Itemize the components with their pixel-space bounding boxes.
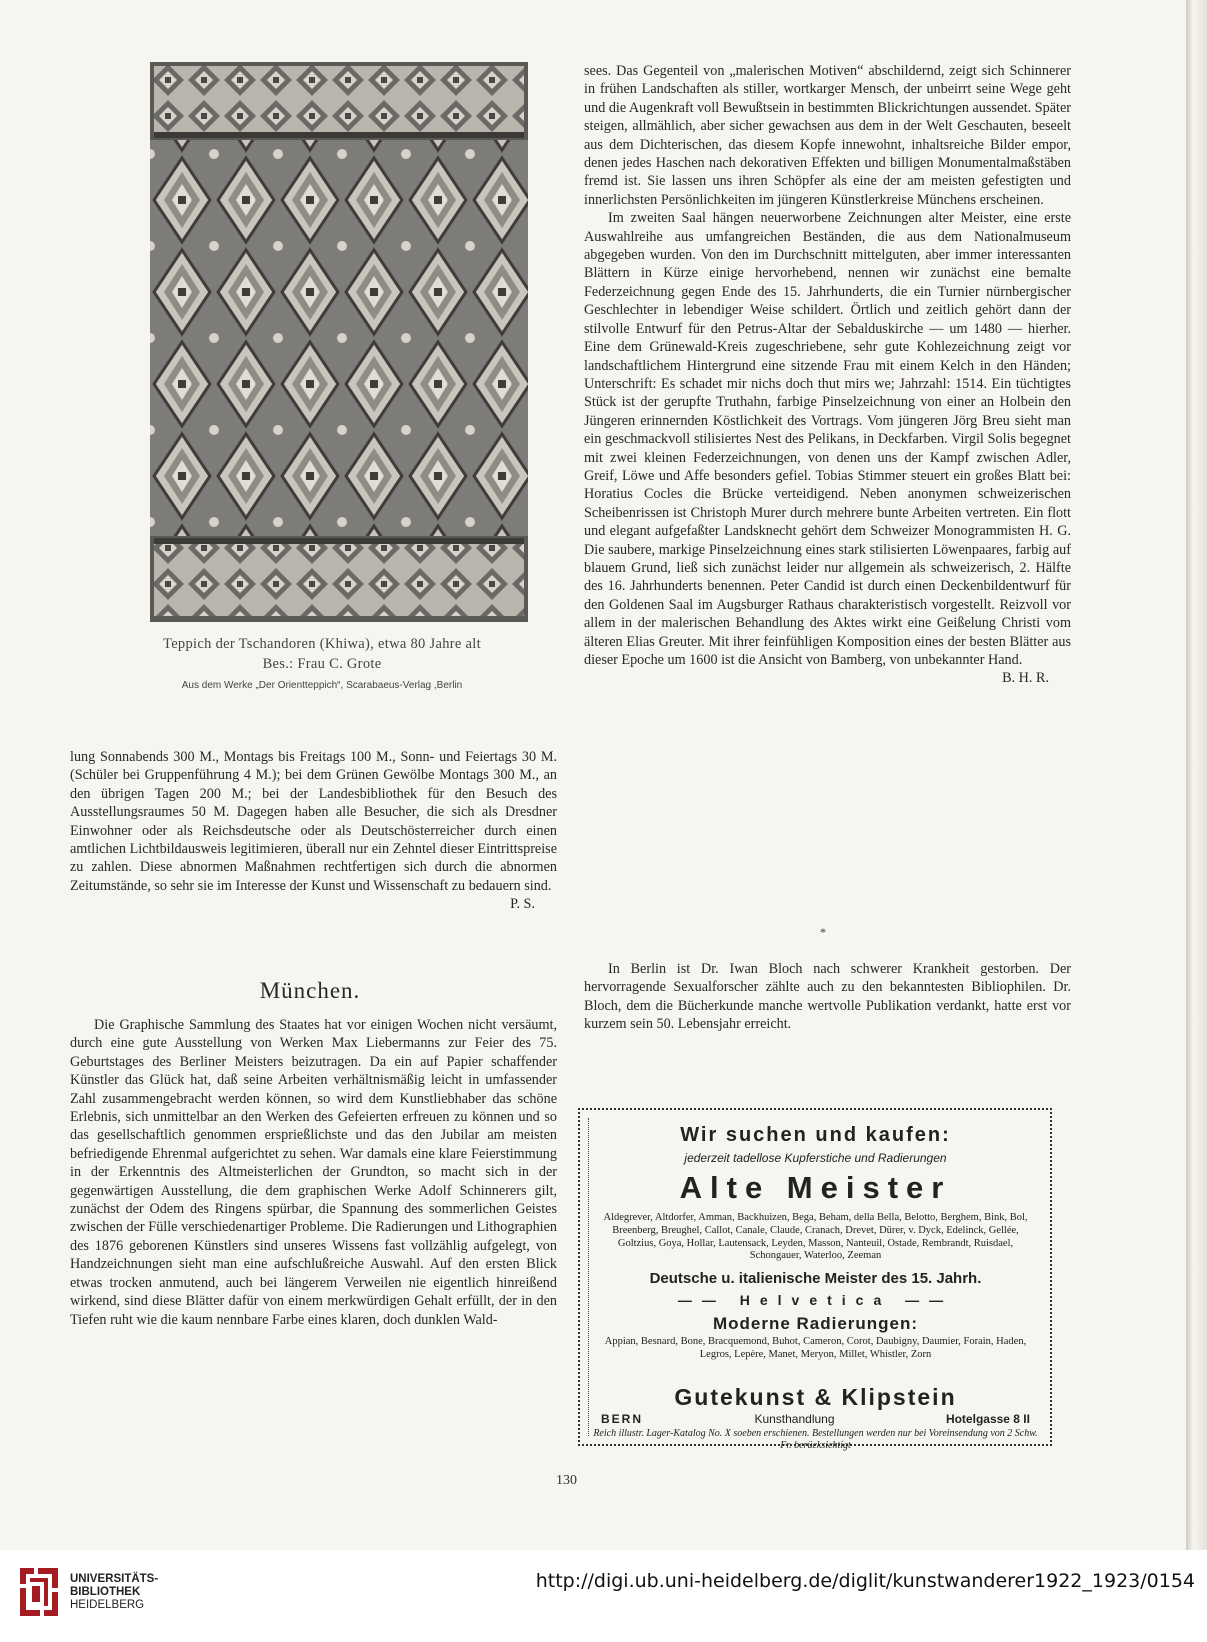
page-edge-shadow [1186, 0, 1207, 1550]
ad-city: BERN [601, 1412, 644, 1426]
viewer-footer [0, 1550, 1207, 1642]
caption-owner: Bes.: Frau C. Grote [262, 656, 382, 672]
paragraph-graphische-sammlung: Die Graphische Sammlung des Staates hat vor einigen Wochen nicht versäumt, durch eine gute Ausstellung von Werken Max Liebermanns zur Feier des 75. Geburtstages des Berliner Meisters beizutragen. Da ein auf Papier schaffender Künstler das Glück hat, daß seine Arbeiten verhältnismäßig leicht in umfassender Zahl zusammengebracht werden können, so wird dem Kunstliebhaber das schöne Erlebnis, sich unmittelbar an den Werken des Gefeierten erfreuen zu können und so das gesellschaftlich genommen ersprießlichste und das den Jubilar am meisten befriedigende Ehrenmal aufgerichtet zu sehen. War damals eine klare Feierstimmung in der Erkenntnis des Altmeisterlichen der Grundton, so macht sich in der gegenwärtigen Ausstellung, die dem graphischen Werke Adolf Schinnerers gilt, zunächst der Odem des Ringens spürbar, die Spannung des sommerlichen Geistes zwischen der Fülle verschiedenartiger Probleme. Die Radierungen und Lithographien des 1876 geborenen Künstlers sind unseres Wissens fast vollzählig aufgelegt, von Handzeichnungen sieht man eine aufschlußreiche Auswahl. Auf den ersten Blick etwas trocken anmutend, auch bei längerem Verweilen nie eigentlich hinreißend wirkend, sind diese Blätter dafür von einem merkwürdigen Gehalt erfüllt, der in den Tiefen ruht wie die kaum nennbare Farbe eines klaren, doch dunklen Wald- [70, 1017, 557, 1328]
ad-address-line [589, 1412, 1042, 1426]
signature-bhr: B. H. R. [1002, 670, 1049, 687]
institution-name: UNIVERSITÄTS- BIBLIOTHEK HEIDELBERG [70, 1573, 159, 1611]
caption-title: Teppich der Tschandoren (Khiwa), etwa 80 Jahre alt [163, 636, 481, 652]
ad-deutsche-italienische: Deutsche u. italienische Meister des 15. Jahrh. [649, 1270, 982, 1287]
ad-kind: Kunsthandlung [754, 1412, 835, 1426]
advertisement-inner [588, 1118, 1042, 1451]
paragraph-iwan-bloch: In Berlin ist Dr. Iwan Bloch nach schwerer Krankheit gestorben. Der hervorragende Sexualforscher zählte auch zu den bekanntesten Bibliophilen. Dr. Bloch, dem die Bücherkunde manche wertvolle Publikation verdankt, hatte erst vor kurzem sein 50. Lebensjahr erreicht. [584, 961, 1071, 1033]
carpet-illustration [150, 62, 528, 622]
left-column-bottom [70, 1016, 557, 1329]
ad-helvetica: —— Helvetica —— [677, 1292, 954, 1308]
right-column-bottom [584, 960, 1071, 1034]
permalink-url[interactable]: http://digi.ub.uni-heidelberg.de/diglit/kunstwanderer1922_1923/0154 [535, 1570, 1195, 1592]
ad-alte-meister: Alte Meister [679, 1170, 952, 1205]
carpet-pattern-svg [150, 62, 528, 622]
advertisement-box [578, 1108, 1052, 1451]
paragraph-schinnerer: sees. Das Gegenteil von „malerischen Motiven“ abschildernd, zeigt sich Schinnerer in frühen Landschaften als stiller, wortkarger Mensch, der unbeirrt seine Wege geht und die Augenkraft voll Bewußtsein in bestimmten Blickrichtungen aussendet. Später steigen, allmählich, aber sicher gewachsen aus dem in der Welt Geschauten, beseelt aus dem Dichterischen, das diesem Kopfe innewohnt, inhaltsreiche Bilder empor, denen jedes Haschen nach dekorativen Effekten und billigen Monumentalmaßstäben fremd ist. Sie lassen uns ihren Schöpfer als eine der am meisten gefestigten und innerlichsten Persönlichkeiten im jüngeren Künstlerkreise Münchens erscheinen. [584, 63, 1072, 208]
paragraph-zeichnungen: Im zweiten Saal hängen neuerworbene Zeichnungen alter Meister, eine erste Auswahlreihe aus umfangreichen Beständen, die aus dem Nationalmuseum abgegeben wurden. Von den im Durchschnitt mittelguten, aber immer interessanten Blättern in Kürze einige hervorhebend, nennen wir zunächst eine bemalte Federzeichnung gegen Ende des 15. Jahrhunderts, die ein Turnier nürnbergischer Geschlechter in lebendiger Weise schildert. Örtlich und zeitlich gehört dann der stilvolle Entwurf für den Petrus-Altar der Sebalduskirche — um 1480 — hierher. Eine dem Grünewald-Kreis zugeschriebene, sehr gute Kohlezeichnung zeigt vor landschaftlichem Hintergrund eine sitzende Frau mit einem Kelch in den Händen; Unterschrift: Es schadet mir nichs doch thut mirs we; Jahrzahl: 1514. Ein tüchtigtes Stück ist der gerupfte Truthahn, farbige Pinselzeichnung von einer an Holbein den Jüngeren erinnernden Köstlichkeit des Vortrags. Vom jüngeren Jörg Breu sieht man ein geschmackvoll stilisiertes Nest des Pelikans, in Deckfarben. Virgil Solis begegnet mit zwei kleinen Federzeichnungen, von denen uns der Kampf zwischen Adler, Greif, Löwe und Affe besonders gefiel. Tobias Stimmer steuert ein großes Blatt bei: Horatius Cocles die Brücke verteidigend. Neben anonymen schweizerischen Scheibenrissen ist Christoph Murer durch mehrere bunte Arbeiten vertreten. Ein flott und elegant aufgefaßter Landsknecht gehört dem Schweizer Monogrammisten H. G. Die saubere, markige Pinselzeichnung eines stark stilisierten Löwenpaares, farbig auf blauem Grund, ließ sich zunächst leider nur allgemein als schweizerisch, 2. Hälfte des 16. Jahrhunderts benennen. Peter Candid ist durch einen Deckenbildentwurf für den Goldenen Saal im Augsburger Rathaus charakteristisch vorgestellt. Reizvoll vor allem in der malerischen Behandlung des Aktes wirkt eine Geißelung Christi vom älteren Elias Greuter. Mit ihrer feinfühligen Komposition eines der besten Blätter aus dieser Epoche um 1600 ist die Ansicht von Bamberg, von unbekannter Hand. [584, 210, 1071, 668]
figure-caption [106, 634, 538, 694]
ad-moderne-radierungen: Moderne Radierungen: [712, 1314, 919, 1333]
ad-names-old-masters: Aldegrever, Altdorfer, Amman, Backhuizen, Bega, Beham, della Bella, Belotto, Berghem, Bink, Bol, Breenberg, Breughel, Callot, Canale, Claude, Cranach, Drevet, Dürer, v. Dyck, Edelinck, Gellée, Goltzius, Goya, Hollar, Lautensack, Leyden, Masson, Nanteuil, Ostade, Rembrandt, Ruisdael, Schongauer, Waterloo, Zeeman [603, 1212, 1028, 1262]
signature-line-bhr [584, 669, 1071, 687]
ad-street: Hotelgasse 8 II [945, 1412, 1030, 1426]
page-number: 130 [556, 1473, 577, 1488]
left-column-top [70, 748, 557, 914]
ad-catalog-note: Reich illustr. Lager-Katalog No. X soeben erschienen. Bestellungen werden nur bei Voreinsendung von 2 Schw. Fr. berücksichtigt [593, 1428, 1038, 1451]
section-separator: * [820, 925, 826, 939]
right-column-top [584, 62, 1071, 688]
section-heading-muenchen: München. [259, 978, 361, 1003]
ad-names-modern: Appian, Besnard, Bone, Bracquemond, Buhot, Cameron, Corot, Daubigny, Daumier, Forain, Haden, Legros, Lepère, Manet, Meryon, Millet, Whistler, Zorn [604, 1336, 1027, 1360]
paragraph-admission: lung Sonnabends 300 M., Montags bis Freitags 100 M., Sonn- und Feiertags 30 M. (Schüler bei Gruppenführung 4 M.); bei dem Grünen Gewölbe Montags 300 M., an den übrigen Tagen 200 M.; bei der Landesbibliothek für den Besuch des Ausstellungsraumes 50 M. Dagegen haben alle Besucher, die sich als Dresdner Einwohner oder als Reichsdeutsche oder als Deutschösterreicher durch einen amtlichen Lichtbildausweis legitimieren, überall nur ein Zehntel dieser Eintrittspreise zu zahlen. Diese abnormen Maßnahmen rechtfertigen sich durch die abnormen Zeitumstände, so sehr sie im Interesse der Kunst und Wissenschaft zu bedauern sind. [70, 749, 557, 894]
university-library-logo-icon [16, 1564, 62, 1620]
ad-subline: jederzeit tadellose Kupferstiche und Radierungen [684, 1151, 947, 1165]
ad-headline: Wir suchen und kaufen: [680, 1124, 951, 1146]
signature-line [70, 895, 557, 913]
signature-ps: P. S. [510, 896, 535, 913]
ad-firm-name: Gutekunst & Klipstein [674, 1384, 957, 1410]
caption-source: Aus dem Werke „Der Orientteppich“, Scarabaeus-Verlag ,Berlin [181, 680, 463, 691]
